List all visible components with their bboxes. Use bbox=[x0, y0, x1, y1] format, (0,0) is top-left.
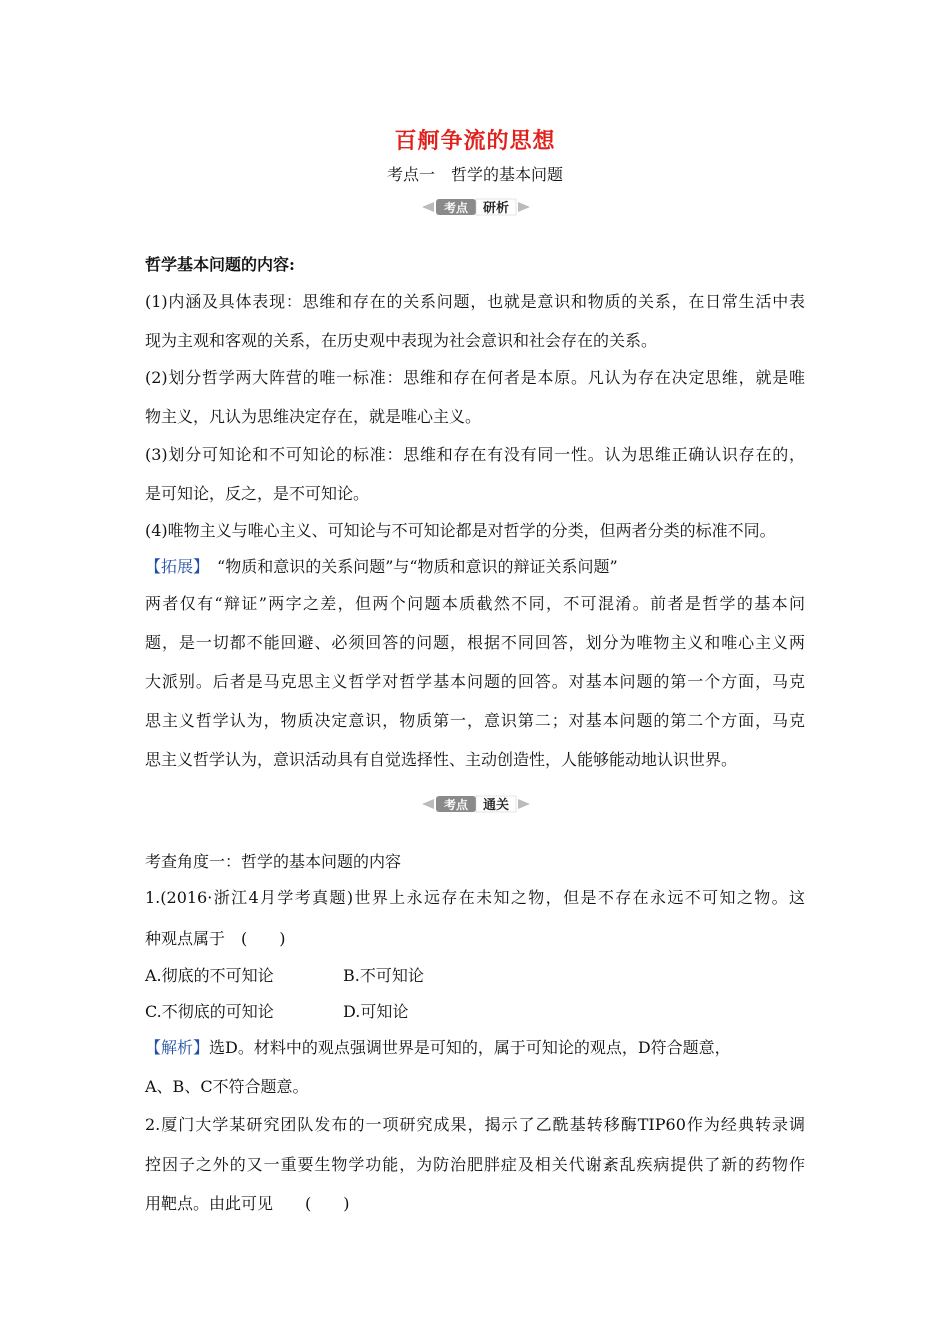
expand-heading bbox=[145, 557, 618, 577]
q1-option-c: C.不彻底的可知论 bbox=[145, 1002, 274, 1021]
q1-analysis-line-2: A、B、C不符合题意。 bbox=[145, 1077, 309, 1096]
banner2-a: 考点 bbox=[443, 798, 469, 812]
analysis-tag: 【解析】 bbox=[145, 1038, 210, 1057]
banner-kaodian-tongguan bbox=[420, 793, 532, 815]
expand-line-4: 思主义哲学认为，物质决定意识，物质第一，意识第二；对基本问题的第二个方面，马克 bbox=[145, 711, 805, 730]
q1-option-b: B.不可知论 bbox=[343, 966, 424, 985]
expand-line-2: 题，是一切都不能回避、必须回答的问题，根据不同回答，划分为唯物主义和唯心主义两 bbox=[145, 633, 805, 652]
expand-line-5: 思主义哲学认为，意识活动具有自觉选择性、主动创造性，人能够能动地认识世界。 bbox=[145, 750, 738, 769]
para-line-2: 现为主观和客观的关系，在历史观中表现为社会意识和社会存在的关系。 bbox=[145, 331, 658, 350]
expand-tag: 【拓展】 bbox=[145, 557, 202, 576]
expand-line-1: 两者仅有“辩证”两字之差，但两个问题本质截然不同，不可混淆。前者是哲学的基本问 bbox=[145, 594, 805, 613]
para-line-4: 物主义，凡认为思维决定存在，就是唯心主义。 bbox=[145, 407, 482, 426]
para-line-7: (4)唯物主义与唯心主义、可知论与不可知论都是对哲学的分类，但两者分类的标准不同。 bbox=[145, 521, 776, 540]
expand-title: “物质和意识的关系问题”与“物质和意识的辩证关系问题” bbox=[201, 557, 618, 576]
q1-stem-line-1: 1.(2016·浙江4月学考真题)世界上永远存在未知之物，但是不存在永远不可知之物。这 bbox=[145, 888, 805, 907]
banner1-a: 考点 bbox=[443, 201, 469, 215]
q2-stem-line-3: 用靶点。由此可见 ( ) bbox=[145, 1194, 350, 1213]
para-line-1: (1)内涵及具体表现：思维和存在的关系问题，也就是意识和物质的关系，在日常生活中表 bbox=[145, 292, 805, 311]
analysis-text: 选D。材料中的观点强调世界是可知的，属于可知论的观点，D符合题意， bbox=[209, 1038, 731, 1057]
q2-stem-line-1: 2.厦门大学某研究团队发布的一项研究成果，揭示了乙酰基转移酶TIP60作为经典转录调 bbox=[145, 1115, 805, 1134]
para-line-6: 是可知论，反之，是不可知论。 bbox=[145, 484, 370, 503]
para-line-3: (2)划分哲学两大阵营的唯一标准：思维和存在何者是本原。凡认为存在决定思维，就是唯 bbox=[145, 368, 805, 387]
banner-kaodian-yanxi bbox=[420, 196, 532, 218]
q1-stem-line-2: 种观点属于 ( ) bbox=[145, 929, 286, 948]
exam-angle: 考查角度一：哲学的基本问题的内容 bbox=[145, 852, 402, 871]
content-heading: 哲学基本问题的内容: bbox=[145, 255, 295, 274]
q1-analysis-line-1 bbox=[145, 1038, 805, 1058]
section-subtitle: 考点一 哲学的基本问题 bbox=[386, 165, 563, 184]
q1-option-a: A.彻底的不可知论 bbox=[145, 966, 274, 985]
page-title: 百舸争流的思想 bbox=[394, 128, 556, 154]
expand-line-3: 大派别。后者是马克思主义哲学对哲学基本问题的回答。对基本问题的第一个方面，马克 bbox=[145, 672, 805, 691]
para-line-5: (3)划分可知论和不可知论的标准：思维和存在有没有同一性。认为思维正确认识存在的， bbox=[145, 445, 805, 464]
q1-option-d: D.可知论 bbox=[343, 1002, 409, 1021]
banner2-b: 通关 bbox=[482, 798, 510, 813]
q2-stem-line-2: 控因子之外的又一重要生物学功能，为防治肥胖症及相关代谢紊乱疾病提供了新的药物作 bbox=[145, 1155, 805, 1174]
banner1-b: 研析 bbox=[482, 201, 510, 216]
